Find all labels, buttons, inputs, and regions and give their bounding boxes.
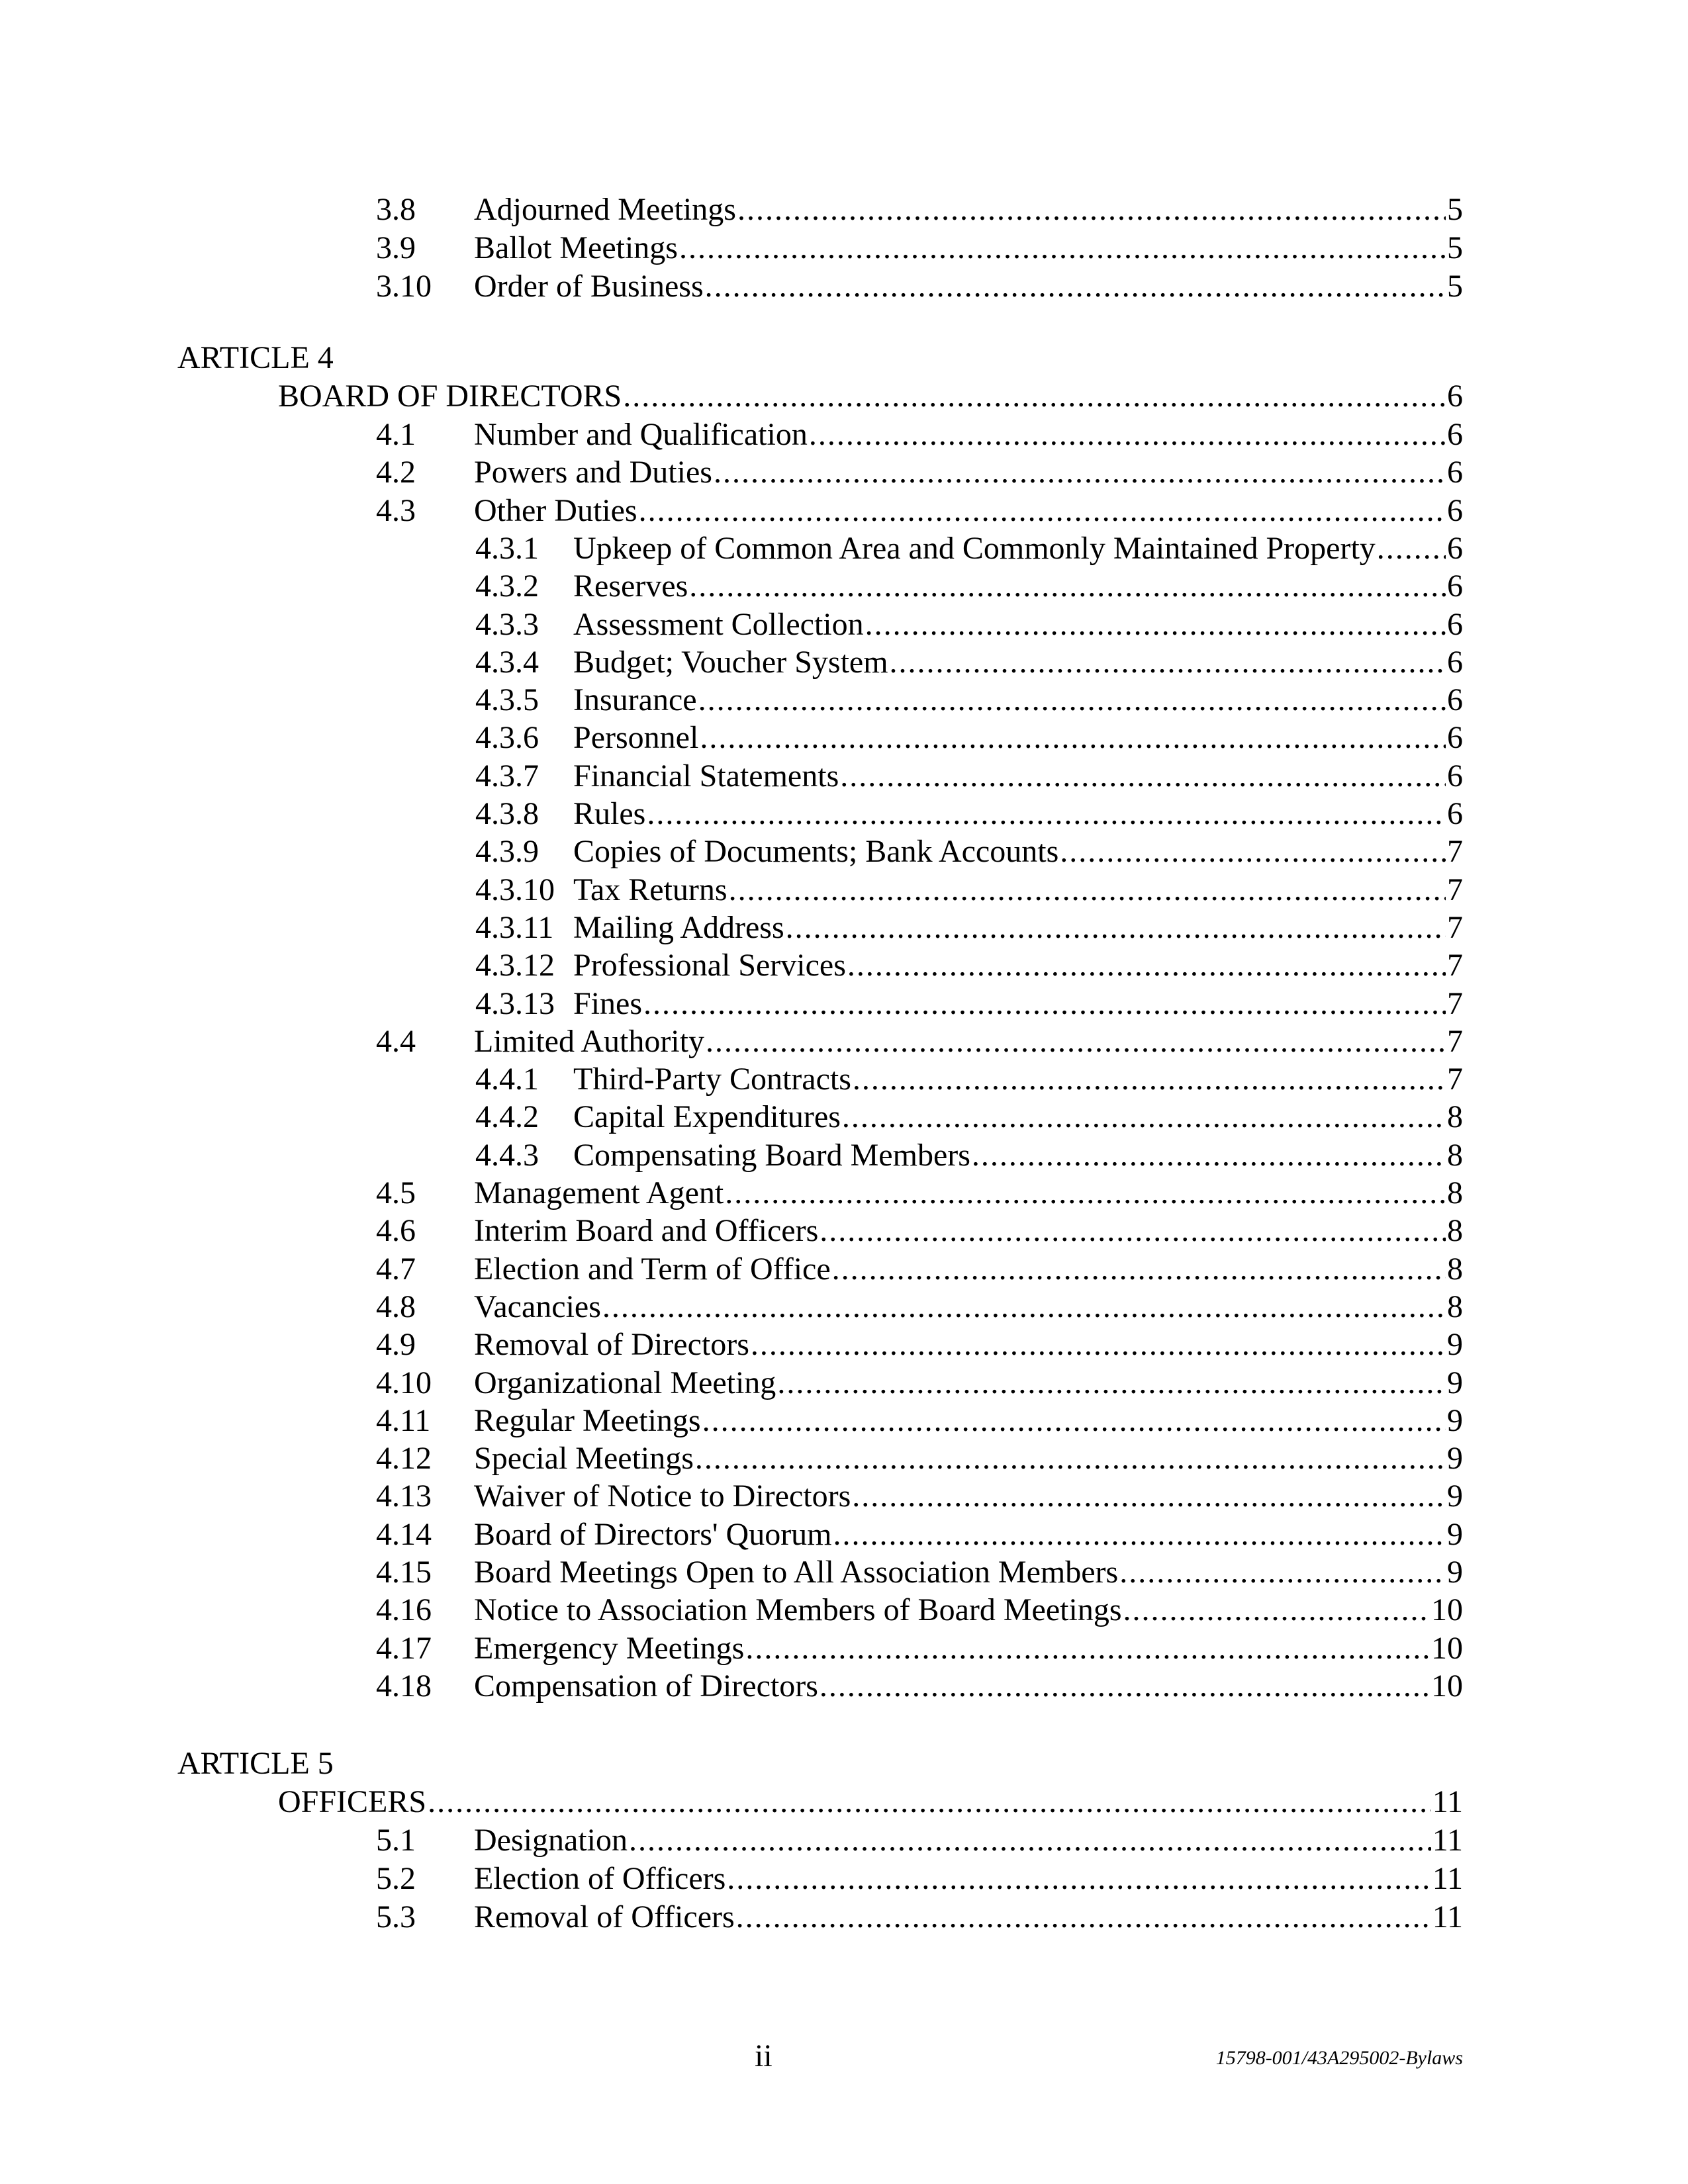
toc-entry	[475, 529, 1463, 568]
entry-title: Professional Services	[573, 948, 846, 983]
dot-leader	[853, 1060, 1446, 1099]
dot-leader	[1060, 833, 1446, 871]
entry-title: Organizational Meeting	[474, 1365, 776, 1400]
dot-leader	[820, 1212, 1446, 1250]
entry-title: Personnel	[573, 720, 699, 756]
entry-page: 7	[1447, 985, 1463, 1021]
toc-entry	[376, 1667, 1463, 1706]
entry-number: 4.16	[376, 1592, 432, 1628]
entry-number: 4.3.3	[475, 606, 539, 642]
entry-number: 4.4	[376, 1023, 416, 1059]
dot-leader	[602, 1288, 1446, 1326]
toc-entry	[475, 757, 1463, 796]
dot-leader	[695, 1439, 1446, 1478]
dot-leader	[639, 492, 1446, 530]
entry-title: Fines	[573, 985, 643, 1021]
entry-page: 11	[1432, 1861, 1463, 1896]
entry-title: Election of Officers	[474, 1861, 726, 1896]
entry-title: Interim Board and Officers	[474, 1213, 819, 1249]
toc-entry	[475, 1098, 1463, 1136]
entry-page: 11	[1432, 1899, 1463, 1934]
toc-entry	[475, 681, 1463, 719]
entry-page: 5	[1447, 192, 1463, 227]
dot-leader	[777, 1364, 1446, 1402]
entry-number: 4.3.13	[475, 985, 555, 1021]
entry-page: 9	[1447, 1479, 1463, 1514]
entry-page: 8	[1447, 1289, 1463, 1324]
entry-number: 4.17	[376, 1630, 432, 1666]
toc-entry	[475, 833, 1463, 871]
toc-entry	[475, 567, 1463, 606]
dot-leader	[643, 985, 1446, 1023]
entry-page: 6	[1447, 796, 1463, 831]
dot-leader	[1119, 1553, 1446, 1592]
entry-number: 4.3.4	[475, 644, 539, 680]
toc-entry	[376, 1629, 1463, 1668]
toc-entry	[376, 1023, 1463, 1061]
dot-leader	[737, 191, 1446, 229]
entry-number: 4.3.11	[475, 909, 554, 945]
entry-page: 7	[1447, 1023, 1463, 1059]
entry-page: 6	[1447, 758, 1463, 794]
dot-leader	[729, 871, 1446, 909]
dot-leader	[1123, 1591, 1430, 1629]
entry-page: 7	[1447, 1062, 1463, 1097]
entry-number: 4.6	[376, 1213, 416, 1249]
entry-number: 4.11	[376, 1402, 431, 1438]
entry-page: 5	[1447, 269, 1463, 304]
entry-number: 3.8	[376, 192, 416, 227]
page-number: ii	[755, 2038, 773, 2073]
entry-title: Upkeep of Common Area and Commonly Maintained Property	[573, 530, 1376, 566]
entry-page: 8	[1447, 1213, 1463, 1249]
entry-title: Compensation of Directors	[474, 1668, 818, 1704]
entry-number: 4.14	[376, 1516, 432, 1552]
entry-page: 7	[1447, 872, 1463, 907]
dot-leader	[679, 229, 1446, 267]
toc-entry	[376, 1326, 1463, 1364]
dot-leader	[840, 757, 1446, 796]
dot-leader	[847, 946, 1446, 985]
entry-title: Financial Statements	[573, 758, 839, 794]
dot-leader	[832, 1250, 1446, 1289]
toc-entry	[376, 191, 1463, 229]
entry-page: 6	[1447, 682, 1463, 718]
entry-title: Waiver of Notice to Directors	[474, 1479, 851, 1514]
entry-title: Emergency Meetings	[474, 1630, 745, 1666]
toc-entry	[376, 1212, 1463, 1250]
toc-entry	[376, 1516, 1463, 1554]
entry-page: 5	[1447, 230, 1463, 265]
dot-leader	[689, 567, 1446, 606]
entry-title: Mailing Address	[573, 909, 784, 945]
entry-number: 4.3	[376, 492, 416, 528]
entry-title: Board of Directors' Quorum	[474, 1516, 832, 1552]
entry-number: 4.15	[376, 1555, 432, 1590]
toc-entry	[376, 1174, 1463, 1212]
entry-title: Limited Authority	[474, 1023, 704, 1059]
toc-entry	[376, 1898, 1463, 1936]
entry-number: 4.18	[376, 1668, 432, 1704]
article-5-heading	[278, 1783, 1463, 1821]
entry-title: Ballot Meetings	[474, 230, 678, 265]
dot-leader	[786, 909, 1446, 947]
dot-leader	[629, 1821, 1431, 1860]
entry-page: 7	[1447, 948, 1463, 983]
toc-entry	[376, 1591, 1463, 1629]
entry-page: 6	[1447, 720, 1463, 756]
entry-title: Regular Meetings	[474, 1402, 701, 1438]
entry-page: 9	[1447, 1365, 1463, 1400]
entry-page: 10	[1431, 1592, 1463, 1628]
entry-title: Designation	[474, 1823, 628, 1858]
entry-number: 4.12	[376, 1441, 432, 1477]
entry-number: 5.2	[376, 1861, 416, 1896]
entry-number: 4.3.9	[475, 834, 539, 870]
entry-title: Adjourned Meetings	[474, 192, 736, 227]
article-4-label: ARTICLE 4	[177, 340, 334, 375]
entry-title: Removal of Directors	[474, 1327, 749, 1363]
toc-entry	[376, 1477, 1463, 1516]
dot-leader	[727, 1860, 1430, 1898]
dot-leader	[745, 1629, 1430, 1668]
toc-entry	[376, 1439, 1463, 1478]
toc-entry	[475, 643, 1463, 682]
entry-page: 6	[1447, 569, 1463, 604]
entry-number: 4.13	[376, 1479, 432, 1514]
entry-title: OFFICERS	[278, 1784, 427, 1819]
dot-leader	[705, 267, 1446, 306]
entry-page: 8	[1447, 1099, 1463, 1135]
toc-entry	[376, 416, 1463, 454]
entry-title: Management Agent	[474, 1175, 724, 1210]
entry-title: Special Meetings	[474, 1441, 694, 1477]
toc-entry	[376, 1250, 1463, 1289]
toc-entry	[475, 795, 1463, 833]
entry-title: Rules	[573, 796, 646, 831]
entry-title: Other Duties	[474, 492, 637, 528]
dot-leader	[865, 606, 1446, 644]
entry-page: 9	[1447, 1327, 1463, 1363]
entry-page: 10	[1431, 1668, 1463, 1704]
dot-leader	[698, 681, 1446, 719]
entry-title: Number and Qualification	[474, 417, 808, 452]
entry-page: 6	[1447, 455, 1463, 490]
entry-title: Notice to Association Members of Board Meetings	[474, 1592, 1122, 1628]
entry-title: Reserves	[573, 569, 688, 604]
entry-page: 9	[1447, 1402, 1463, 1438]
dot-leader	[972, 1136, 1446, 1175]
entry-title: Tax Returns	[573, 872, 727, 907]
toc-entry	[475, 946, 1463, 985]
entry-number: 5.1	[376, 1823, 416, 1858]
entry-title: Powers and Duties	[474, 455, 712, 490]
dot-leader	[842, 1098, 1446, 1136]
entry-number: 4.9	[376, 1327, 416, 1363]
entry-page: 6	[1447, 530, 1463, 566]
entry-title: Board Meetings Open to All Association Members	[474, 1555, 1119, 1590]
entry-page: 7	[1447, 909, 1463, 945]
dot-leader	[820, 1667, 1430, 1706]
entry-number: 4.7	[376, 1251, 416, 1287]
entry-number: 4.4.2	[475, 1099, 539, 1135]
entry-page: 6	[1447, 417, 1463, 452]
toc-entry	[376, 1364, 1463, 1402]
document-id: 15798-001/43A295002-Bylaws	[1215, 2047, 1463, 2069]
entry-number: 4.3.8	[475, 796, 539, 831]
entry-title: Election and Term of Office	[474, 1251, 831, 1287]
entry-page: 11	[1432, 1823, 1463, 1858]
entry-number: 4.3.12	[475, 948, 555, 983]
article-4-heading	[278, 377, 1463, 416]
entry-number: 4.5	[376, 1175, 416, 1210]
toc-entry	[376, 492, 1463, 530]
dot-leader	[428, 1783, 1431, 1821]
dot-leader	[751, 1326, 1446, 1364]
entry-number: 4.3.6	[475, 720, 539, 756]
dot-leader	[700, 719, 1446, 757]
entry-number: 4.1	[376, 417, 416, 452]
entry-page: 9	[1447, 1516, 1463, 1552]
entry-page: 6	[1447, 606, 1463, 642]
entry-title: Removal of Officers	[474, 1899, 735, 1934]
entry-number: 3.10	[376, 269, 432, 304]
entry-page: 8	[1447, 1137, 1463, 1173]
toc-entry	[376, 1553, 1463, 1592]
dot-leader	[647, 795, 1446, 833]
toc-entry	[475, 909, 1463, 947]
entry-number: 5.3	[376, 1899, 416, 1934]
entry-number: 4.2	[376, 455, 416, 490]
entry-page: 6	[1447, 379, 1463, 414]
dot-leader	[714, 453, 1446, 492]
entry-number: 4.4.1	[475, 1062, 539, 1097]
entry-page: 6	[1447, 492, 1463, 528]
toc-entry	[376, 1402, 1463, 1440]
toc-entry	[475, 985, 1463, 1023]
entry-title: Order of Business	[474, 269, 704, 304]
dot-leader	[833, 1516, 1446, 1554]
entry-title: Capital Expenditures	[573, 1099, 841, 1135]
entry-number: 4.3.7	[475, 758, 539, 794]
entry-page: 9	[1447, 1441, 1463, 1477]
toc-entry	[376, 1860, 1463, 1898]
entry-number: 4.3.2	[475, 569, 539, 604]
dot-leader	[809, 416, 1446, 454]
entry-number: 4.8	[376, 1289, 416, 1324]
entry-number: 4.3.10	[475, 872, 555, 907]
entry-number: 4.10	[376, 1365, 432, 1400]
article-5-label: ARTICLE 5	[177, 1746, 334, 1781]
toc-entry	[475, 606, 1463, 644]
toc-entry	[376, 229, 1463, 267]
dot-leader	[736, 1898, 1431, 1936]
entry-title: Copies of Documents; Bank Accounts	[573, 834, 1059, 870]
entry-number: 4.3.1	[475, 530, 539, 566]
dot-leader	[1377, 529, 1446, 568]
dot-leader	[702, 1402, 1446, 1440]
toc-entry	[475, 1060, 1463, 1099]
toc-entry	[376, 267, 1463, 306]
entry-number: 3.9	[376, 230, 416, 265]
toc-entry	[475, 719, 1463, 757]
entry-page: 9	[1447, 1555, 1463, 1590]
toc-entry	[376, 1821, 1463, 1860]
toc-entry	[376, 453, 1463, 492]
entry-title: Budget; Voucher System	[573, 644, 888, 680]
entry-title: Insurance	[573, 682, 697, 718]
dot-leader	[890, 643, 1446, 682]
entry-number: 4.4.3	[475, 1137, 539, 1173]
toc-entry	[376, 1288, 1463, 1326]
entry-title: BOARD OF DIRECTORS	[278, 379, 622, 414]
entry-title: Third-Party Contracts	[573, 1062, 851, 1097]
dot-leader	[623, 377, 1446, 416]
entry-page: 6	[1447, 644, 1463, 680]
entry-page: 11	[1432, 1784, 1463, 1819]
dot-leader	[706, 1023, 1446, 1061]
dot-leader	[852, 1477, 1446, 1516]
entry-page: 8	[1447, 1251, 1463, 1287]
entry-number: 4.3.5	[475, 682, 539, 718]
entry-title: Assessment Collection	[573, 606, 864, 642]
entry-page: 7	[1447, 834, 1463, 870]
entry-title: Compensating Board Members	[573, 1137, 970, 1173]
entry-page: 8	[1447, 1175, 1463, 1210]
dot-leader	[725, 1174, 1446, 1212]
toc-entry	[475, 871, 1463, 909]
toc-entry	[475, 1136, 1463, 1175]
entry-title: Vacancies	[474, 1289, 601, 1324]
entry-page: 10	[1431, 1630, 1463, 1666]
